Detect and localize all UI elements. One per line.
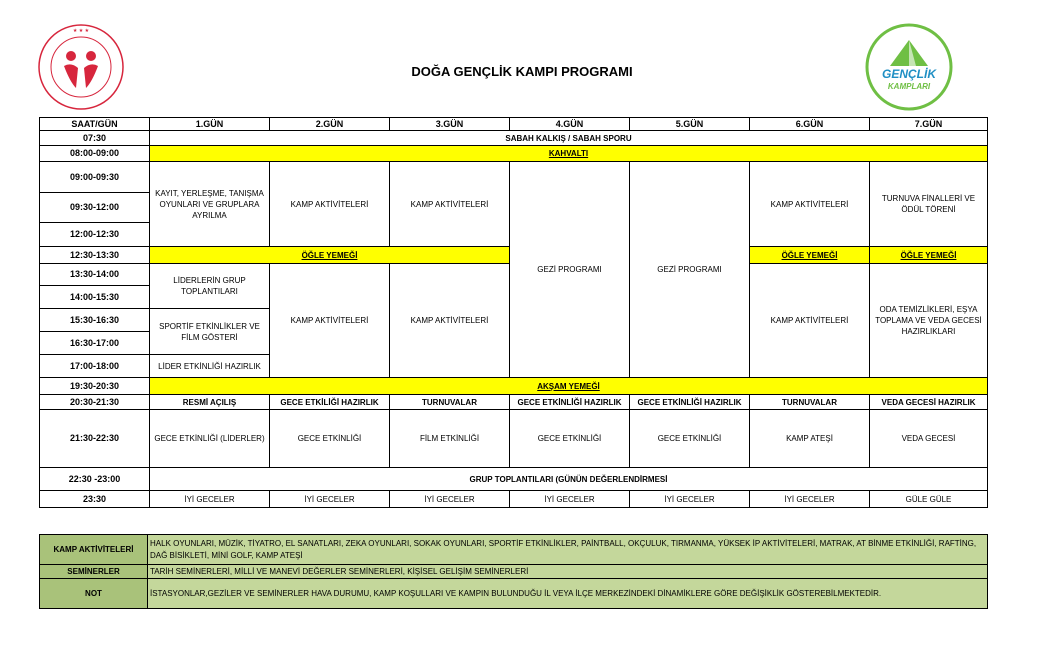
logo-word-genclik: GENÇLİK — [882, 67, 936, 81]
evening2-day4: GECE ETKİNLİĞİ — [510, 410, 630, 468]
header-row — [40, 118, 988, 131]
time-1200: 12:00-12:30 — [40, 223, 150, 247]
day1-leader-prep-cell: LİDER ETKİNLİĞİ HAZIRLIK — [150, 355, 270, 378]
header-day-2: 2.GÜN — [270, 118, 390, 131]
evening2-day7: VEDA GECESİ — [870, 410, 988, 468]
day5-trip-cell: GEZİ PROGRAMI — [630, 162, 750, 378]
time-0930: 09:30-12:00 — [40, 193, 150, 223]
day7-morning-cell: TURNUVA FİNALLERİ VE ÖDÜL TÖRENİ — [870, 162, 988, 247]
night-day2: İYİ GECELER — [270, 491, 390, 508]
time-2130: 21:30-22:30 — [40, 410, 150, 468]
schedule-table — [39, 117, 988, 508]
night-day1: İYİ GECELER — [150, 491, 270, 508]
logo-word-kamplari: KAMPLARI — [887, 82, 931, 91]
header-day-7: 7.GÜN — [870, 118, 988, 131]
day3-afternoon-cell: KAMP AKTİVİTELERİ — [390, 264, 510, 378]
legend-label-activities: KAMP AKTİVİTELERİ — [40, 535, 148, 565]
evening1-day1: RESMİ AÇILIŞ — [150, 395, 270, 410]
header-day-3: 3.GÜN — [390, 118, 510, 131]
time-0900: 09:00-09:30 — [40, 162, 150, 193]
day1-sports-film-cell: SPORTİF ETKİNLİKLER VE FİLM GÖSTERİ — [150, 309, 270, 355]
time-1230: 12:30-13:30 — [40, 247, 150, 264]
night-day5: İYİ GECELER — [630, 491, 750, 508]
dinner-cell — [150, 378, 988, 395]
night-day3: İYİ GECELER — [390, 491, 510, 508]
day1-morning-cell: KAYIT, YERLEŞME, TANIŞMA OYUNLARI VE GRUPLARA AYRILMA — [150, 162, 270, 247]
header-day-1: 1.GÜN — [150, 118, 270, 131]
lunch-label: ÖĞLE YEMEĞİ — [301, 250, 358, 260]
day2-morning-cell: KAMP AKTİVİTELERİ — [270, 162, 390, 247]
breakfast-label: KAHVALTI — [548, 149, 589, 158]
day4-trip-cell: GEZİ PROGRAMI — [510, 162, 630, 378]
header-day-6: 6.GÜN — [750, 118, 870, 131]
time-0800: 08:00-09:00 — [40, 146, 150, 162]
day6-lunch-label: ÖĞLE YEMEĞİ — [781, 250, 838, 260]
day7-lunch-cell — [870, 247, 988, 264]
legend-table — [39, 534, 988, 609]
time-2230: 22:30 -23:00 — [40, 468, 150, 491]
time-2030: 20:30-21:30 — [40, 395, 150, 410]
legend-text-seminars: TARİH SEMİNERLERİ, MİLLİ VE MANEVİ DEĞERLER SEMİNERLERİ, KİŞİSEL GELİŞİM SEMİNERLERİ — [148, 565, 988, 579]
legend-label-note: NOT — [40, 579, 148, 609]
time-1400: 14:00-15:30 — [40, 286, 150, 309]
time-1930: 19:30-20:30 — [40, 378, 150, 395]
evening2-day5: GECE ETKİNLİĞİ — [630, 410, 750, 468]
time-0730: 07:30 — [40, 131, 150, 146]
evening1-day3: TURNUVALAR — [390, 395, 510, 410]
header-day-5: 5.GÜN — [630, 118, 750, 131]
lunch-cell — [150, 247, 510, 264]
breakfast-cell — [150, 146, 988, 162]
time-1330: 13:30-14:00 — [40, 264, 150, 286]
night-day6: İYİ GECELER — [750, 491, 870, 508]
group-meeting-cell: GRUP TOPLANTILARI (GÜNÜN DEĞERLENDİRMESİ — [150, 468, 988, 491]
time-1700: 17:00-18:00 — [40, 355, 150, 378]
day6-afternoon-cell: KAMP AKTİVİTELERİ — [750, 264, 870, 378]
legend-text-note: İSTASYONLAR,GEZİLER VE SEMİNERLER HAVA DURUMU, KAMP KOŞULLARI VE KAMPIN BULUNDUĞU İL VEYA İLÇE MERKEZİNDEKİ DİNAMİKLERE GÖRE DEĞİŞİKLİK GÖSTEREBİLMEKTEDİR. — [148, 579, 988, 609]
evening2-day1: GECE ETKİNLİĞİ (LİDERLER) — [150, 410, 270, 468]
evening1-day5: GECE ETKİNLİĞİ HAZIRLIK — [630, 395, 750, 410]
day7-lunch-label: ÖĞLE YEMEĞİ — [900, 250, 957, 260]
page-title: DOĞA GENÇLİK KAMPI PROGRAMI — [411, 64, 633, 79]
evening1-day4: GECE ETKİNLİĞİ HAZIRLIK — [510, 395, 630, 410]
time-1530: 15:30-16:30 — [40, 309, 150, 332]
day2-afternoon-cell: KAMP AKTİVİTELERİ — [270, 264, 390, 378]
evening1-day6: TURNUVALAR — [750, 395, 870, 410]
day3-morning-cell: KAMP AKTİVİTELERİ — [390, 162, 510, 247]
wakeup-cell: SABAH KALKIŞ / SABAH SPORU — [150, 131, 988, 146]
svg-text:★ ★ ★: ★ ★ ★ — [72, 28, 90, 34]
evening2-day2: GECE ETKİNLİĞİ — [270, 410, 390, 468]
day6-lunch-cell — [750, 247, 870, 264]
header-day-4: 4.GÜN — [510, 118, 630, 131]
day6-morning-cell: KAMP AKTİVİTELERİ — [750, 162, 870, 247]
dinner-label: AKŞAM YEMEĞİ — [537, 381, 600, 391]
time-1630: 16:30-17:00 — [40, 332, 150, 355]
time-2330: 23:30 — [40, 491, 150, 508]
day1-leaders-meeting-cell: LİDERLERİN GRUP TOPLANTILARI — [150, 264, 270, 309]
legend-text-activities: HALK OYUNLARI, MÜZİK, TİYATRO, EL SANATLARI, ZEKA OYUNLARI, SOKAK OYUNLARI, SPORTİF ETKİNLİKLER, PAİNTBALL, OKÇULUK, TIRMANMA, YÜKSEK İP AKTİVİTELERİ, MATRAK, AT BİNME ETKİNLİĞİ, RAFTİNG, DAĞ BİSİKLETİ, MİNİ GOLF, KAMP ATEŞİ — [148, 535, 988, 565]
legend-label-seminars: SEMİNERLER — [40, 565, 148, 579]
evening1-day7: VEDA GECESİ HAZIRLIK — [870, 395, 988, 410]
night-day4: İYİ GECELER — [510, 491, 630, 508]
evening2-day6: KAMP ATEŞİ — [750, 410, 870, 468]
header-time: SAAT/GÜN — [40, 118, 150, 131]
evening1-day2: GECE ETKİLİĞİ HAZIRLIK — [270, 395, 390, 410]
night-day7: GÜLE GÜLE — [870, 491, 988, 508]
day7-afternoon-cell: ODA TEMİZLİKLERİ, EŞYA TOPLAMA VE VEDA GECESİ HAZIRLIKLARI — [870, 264, 988, 378]
evening2-day3: FİLM ETKİNLİĞİ — [390, 410, 510, 468]
